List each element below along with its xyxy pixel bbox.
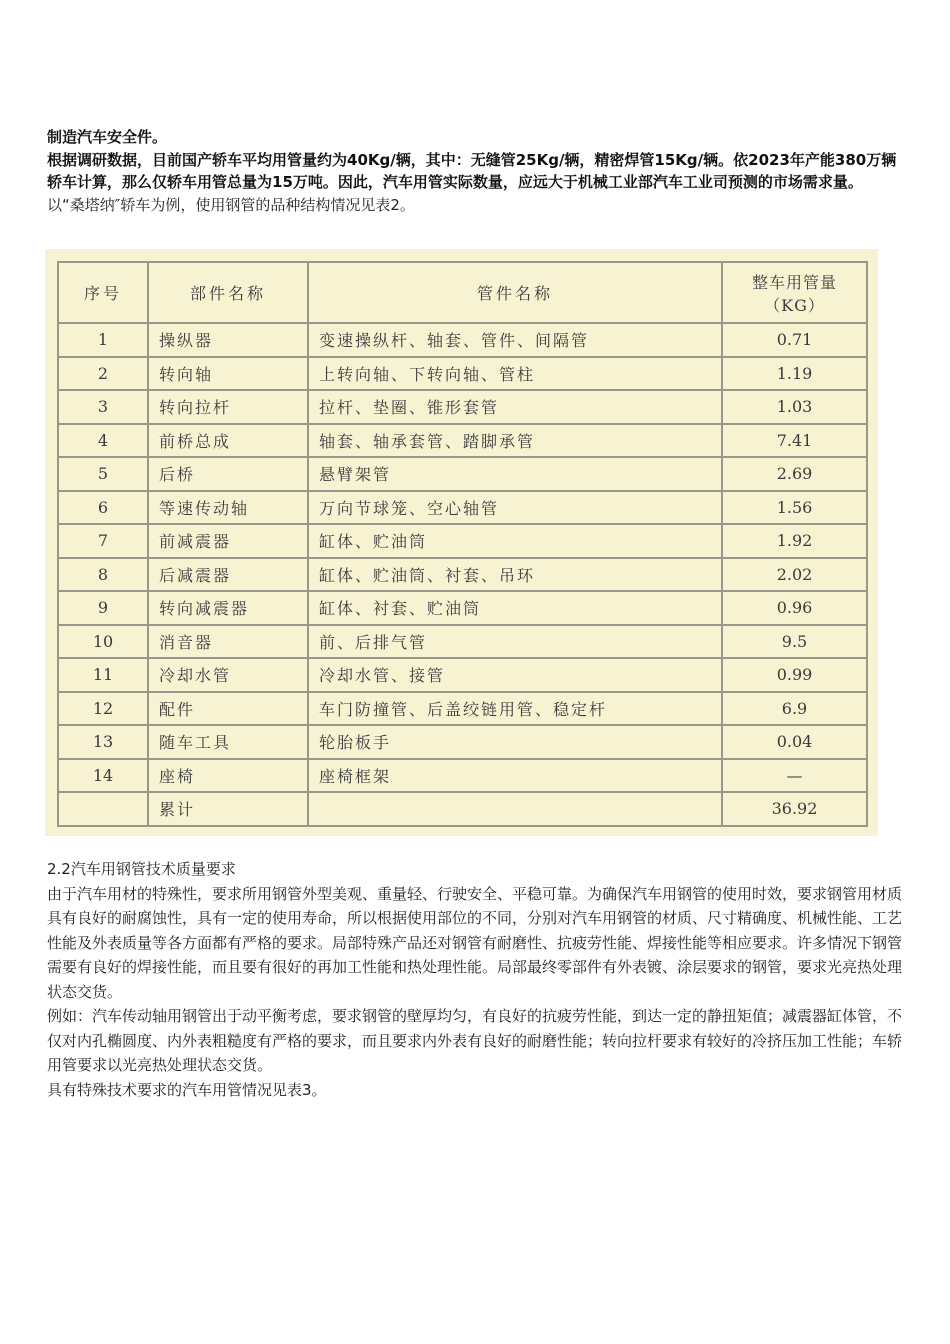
cell-pipe-name: 前、后排气管 [308, 625, 722, 659]
cell-index: 3 [58, 390, 148, 424]
cell-usage: 1.92 [722, 524, 867, 558]
cell-part-name: 随车工具 [148, 725, 308, 759]
table-row [58, 759, 867, 793]
cell-usage: 7.41 [722, 424, 867, 458]
table-row [58, 792, 867, 826]
steel-usage-table [57, 261, 868, 827]
cell-pipe-name [308, 792, 722, 826]
intro-text [47, 126, 907, 216]
cell-pipe-name: 上转向轴、下转向轴、管柱 [308, 357, 722, 391]
cell-part-name: 累计 [148, 792, 308, 826]
cell-part-name: 操纵器 [148, 323, 308, 357]
cell-pipe-name: 拉杆、垫圈、锥形套管 [308, 390, 722, 424]
cell-part-name: 转向轴 [148, 357, 308, 391]
cell-usage: 1.56 [722, 491, 867, 525]
table-header-row [58, 262, 867, 323]
cell-usage: 9.5 [722, 625, 867, 659]
table-row [58, 591, 867, 625]
cell-usage: 0.99 [722, 658, 867, 692]
cell-pipe-name: 变速操纵杆、轴套、管件、间隔管 [308, 323, 722, 357]
table-row [58, 491, 867, 525]
header-usage [722, 262, 867, 323]
cell-pipe-name: 悬臂架管 [308, 457, 722, 491]
cell-pipe-name: 轮胎板手 [308, 725, 722, 759]
cell-pipe-name: 缸体、贮油筒、衬套、吊环 [308, 558, 722, 592]
intro-paragraph-2: 根据调研数据，目前国产轿车平均用管量约为40Kg/辆，其中：无缝管25Kg/辆，精密焊管15Kg/辆。依2023年产能380万辆轿车计算，那么仅轿车用管总量为15万吨。因此，汽车用管实际数量，应远大于机械工业部汽车工业司预测的市场需求量。 [47, 150, 897, 191]
cell-index: 4 [58, 424, 148, 458]
header-usage-unit: （KG） [764, 295, 825, 315]
cell-usage: 1.19 [722, 357, 867, 391]
section-paragraph-1: 由于汽车用材的特殊性，要求所用钢管外型美观、重量轻、行驶安全、平稳可靠。为确保汽车用钢管的使用时效，要求钢管用材质具有良好的耐腐蚀性，具有一定的使用寿命，所以根据使用部位的不同，分别对汽车用钢管的材质、尺寸精确度、机械性能、工艺性能及外表质量等各方面都有严格的要求。局部特殊产品还对钢管有耐磨性、抗疲劳性能、焊接性能等相应要求。许多情况下钢管需要有良好的焊接性能，而且要有很好的再加工性能和热处理性能。局部最终零部件有外表镀、涂层要求的钢管，要求光亮热处理状态交货。 [47, 884, 903, 1001]
cell-pipe-name: 缸体、衬套、贮油筒 [308, 591, 722, 625]
cell-usage: 0.96 [722, 591, 867, 625]
cell-part-name: 转向减震器 [148, 591, 308, 625]
cell-index: 2 [58, 357, 148, 391]
table-row [58, 725, 867, 759]
cell-part-name: 消音器 [148, 625, 308, 659]
cell-index: 10 [58, 625, 148, 659]
cell-part-name: 冷却水管 [148, 658, 308, 692]
cell-index: 8 [58, 558, 148, 592]
header-usage-label: 整车用管量 [751, 272, 837, 292]
steel-usage-table-image [45, 249, 878, 836]
cell-usage: 6.9 [722, 692, 867, 726]
table-row [58, 357, 867, 391]
intro-paragraph-3: 以“桑塔纳″轿车为例，使用钢管的品种结构情况见表2。 [47, 195, 415, 214]
cell-usage: 1.03 [722, 390, 867, 424]
table-row [58, 692, 867, 726]
cell-index: 7 [58, 524, 148, 558]
section-2-2 [47, 857, 907, 1102]
cell-part-name: 后减震器 [148, 558, 308, 592]
cell-part-name: 转向拉杆 [148, 390, 308, 424]
cell-pipe-name: 缸体、贮油筒 [308, 524, 722, 558]
cell-index [58, 792, 148, 826]
cell-usage: 36.92 [722, 792, 867, 826]
table-row [58, 558, 867, 592]
cell-pipe-name: 冷却水管、接管 [308, 658, 722, 692]
cell-pipe-name: 万向节球笼、空心轴管 [308, 491, 722, 525]
intro-paragraph-1: 制造汽车安全件。 [47, 128, 168, 146]
cell-part-name: 前减震器 [148, 524, 308, 558]
cell-index: 13 [58, 725, 148, 759]
cell-index: 14 [58, 759, 148, 793]
cell-pipe-name: 轴套、轴承套管、踏脚承管 [308, 424, 722, 458]
cell-part-name: 座椅 [148, 759, 308, 793]
cell-index: 5 [58, 457, 148, 491]
section-paragraph-2: 例如：汽车传动轴用钢管出于动平衡考虑，要求钢管的壁厚均匀，有良好的抗疲劳性能，到达一定的静扭矩值；减震器缸体管，不仅对内孔椭圆度、内外表粗糙度有严格的要求，而且要求内外表有良好的耐磨性能；转向拉杆要求有较好的冷挤压加工性能；车轿用管要求以光亮热处理状态交货。 [47, 1007, 903, 1074]
cell-index: 11 [58, 658, 148, 692]
table-row [58, 390, 867, 424]
cell-part-name: 后桥 [148, 457, 308, 491]
table-row [58, 323, 867, 357]
cell-part-name: 前桥总成 [148, 424, 308, 458]
cell-index: 12 [58, 692, 148, 726]
cell-usage: 2.02 [722, 558, 867, 592]
section-heading: 2.2汽车用钢管技术质量要求 [47, 860, 236, 878]
table-row [58, 424, 867, 458]
cell-usage: 0.04 [722, 725, 867, 759]
header-pipe-name: 管件名称 [308, 262, 722, 323]
cell-usage: 0.71 [722, 323, 867, 357]
header-index: 序号 [58, 262, 148, 323]
table-row [58, 457, 867, 491]
cell-part-name: 配件 [148, 692, 308, 726]
header-part-name: 部件名称 [148, 262, 308, 323]
section-paragraph-3: 具有特殊技术要求的汽车用管情况见表3。 [47, 1080, 327, 1099]
cell-pipe-name: 车门防撞管、后盖绞链用管、稳定杆 [308, 692, 722, 726]
cell-index: 6 [58, 491, 148, 525]
cell-index: 1 [58, 323, 148, 357]
table-row [58, 524, 867, 558]
cell-index: 9 [58, 591, 148, 625]
cell-pipe-name: 座椅框架 [308, 759, 722, 793]
cell-part-name: 等速传动轴 [148, 491, 308, 525]
cell-usage: 2.69 [722, 457, 867, 491]
cell-usage: — [722, 759, 867, 793]
table-row [58, 658, 867, 692]
table-row [58, 625, 867, 659]
